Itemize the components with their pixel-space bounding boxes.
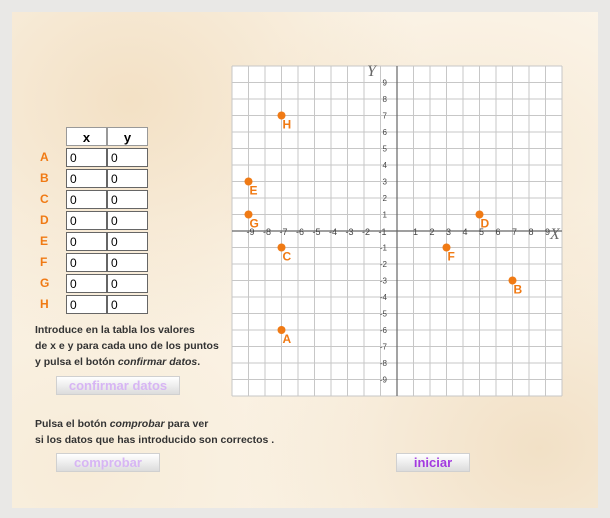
row-label-c: C — [40, 192, 49, 206]
point-label-e: E — [249, 183, 258, 198]
check-instruction-line-2: si los datos que has introducido son correctos . — [35, 434, 275, 446]
x-tick-label: 2 — [429, 227, 435, 237]
row-label-b: B — [40, 171, 49, 185]
y-tick-label: 2 — [382, 194, 387, 203]
start-button[interactable]: iniciar — [396, 453, 470, 472]
check-emphasis: comprobar — [109, 418, 165, 430]
table-header-x: x — [66, 127, 107, 146]
y-tick-label: -4 — [379, 293, 387, 302]
input-x-b[interactable] — [66, 169, 107, 188]
input-x-f[interactable] — [66, 253, 107, 272]
table-header-y: y — [107, 127, 148, 146]
x-axis-label: X — [550, 226, 560, 243]
row-label-d: D — [40, 213, 49, 227]
y-tick-label: 7 — [382, 111, 387, 121]
y-tick-label: -6 — [379, 326, 387, 335]
row-label-g: G — [40, 276, 50, 290]
x-tick-label: 7 — [511, 227, 518, 237]
point-label-h: H — [282, 117, 292, 132]
instruction-line-3: y pulsa el botón confirmar datos. — [35, 356, 201, 368]
instruction-emphasis: confirmar datos — [117, 356, 198, 368]
input-x-h[interactable] — [66, 295, 107, 314]
instruction-line-1: Introduce en la tabla los valores — [35, 324, 195, 336]
y-tick-label: -5 — [379, 309, 387, 319]
confirm-data-button[interactable]: confirmar datos — [56, 376, 180, 395]
check-button[interactable]: comprobar — [56, 453, 160, 472]
input-y-g[interactable] — [107, 274, 148, 293]
y-tick-label: 6 — [382, 128, 387, 137]
x-tick-label: -9 — [246, 227, 255, 237]
input-x-e[interactable] — [66, 232, 107, 251]
input-x-c[interactable] — [66, 190, 107, 209]
x-tick-label: -6 — [295, 227, 305, 237]
y-tick-label: 3 — [382, 177, 387, 187]
x-tick-label: 5 — [478, 227, 485, 237]
x-tick-label: -2 — [361, 227, 371, 237]
input-x-a[interactable] — [66, 148, 107, 167]
input-x-g[interactable] — [66, 274, 107, 293]
point-label-g: G — [249, 216, 259, 231]
y-tick-label: 5 — [382, 144, 387, 154]
input-y-d[interactable] — [107, 211, 148, 230]
point-label-f: F — [447, 249, 455, 264]
x-tick-label: -3 — [345, 227, 354, 237]
instruction-line-2: de x e y para cada uno de los puntos — [35, 340, 219, 352]
y-tick-label: 1 — [382, 210, 387, 220]
x-tick-label: -8 — [262, 227, 272, 237]
point-label-b: B — [513, 282, 523, 297]
x-tick-label: 9 — [544, 227, 551, 237]
input-y-f[interactable] — [107, 253, 148, 272]
y-tick-label: 9 — [382, 78, 387, 88]
input-y-h[interactable] — [107, 295, 148, 314]
y-tick-label: -3 — [379, 276, 387, 286]
x-tick-label: -5 — [312, 227, 321, 237]
y-tick-label: -8 — [379, 359, 387, 368]
x-tick-label: -4 — [328, 227, 338, 237]
x-tick-label: 6 — [495, 227, 501, 237]
row-label-a: A — [40, 150, 49, 164]
x-tick-label: 3 — [445, 227, 452, 237]
point-label-a: A — [282, 332, 292, 346]
input-y-b[interactable] — [107, 169, 148, 188]
y-tick-label: 8 — [382, 95, 387, 104]
point-label-d: D — [480, 216, 490, 231]
input-x-d[interactable] — [66, 211, 107, 230]
input-y-a[interactable] — [107, 148, 148, 167]
y-tick-label: -1 — [379, 243, 387, 253]
y-tick-label: 4 — [382, 161, 387, 170]
x-tick-label: 8 — [528, 227, 534, 237]
row-label-f: F — [40, 255, 48, 269]
row-label-h: H — [40, 297, 49, 311]
x-tick-label: -1 — [378, 227, 387, 237]
y-tick-label: -9 — [379, 375, 387, 385]
input-y-e[interactable] — [107, 232, 148, 251]
check-instruction-line-1: Pulsa el botón comprobar para ver — [35, 418, 209, 430]
x-tick-label: -7 — [279, 227, 288, 237]
row-label-e: E — [40, 234, 49, 248]
x-tick-label: 4 — [462, 227, 468, 237]
y-axis-label: Y — [367, 63, 376, 80]
y-tick-label: -7 — [379, 342, 387, 352]
input-y-c[interactable] — [107, 190, 148, 209]
y-tick-label: -2 — [379, 260, 387, 269]
point-label-c: C — [282, 249, 292, 264]
x-tick-label: 1 — [412, 227, 419, 237]
